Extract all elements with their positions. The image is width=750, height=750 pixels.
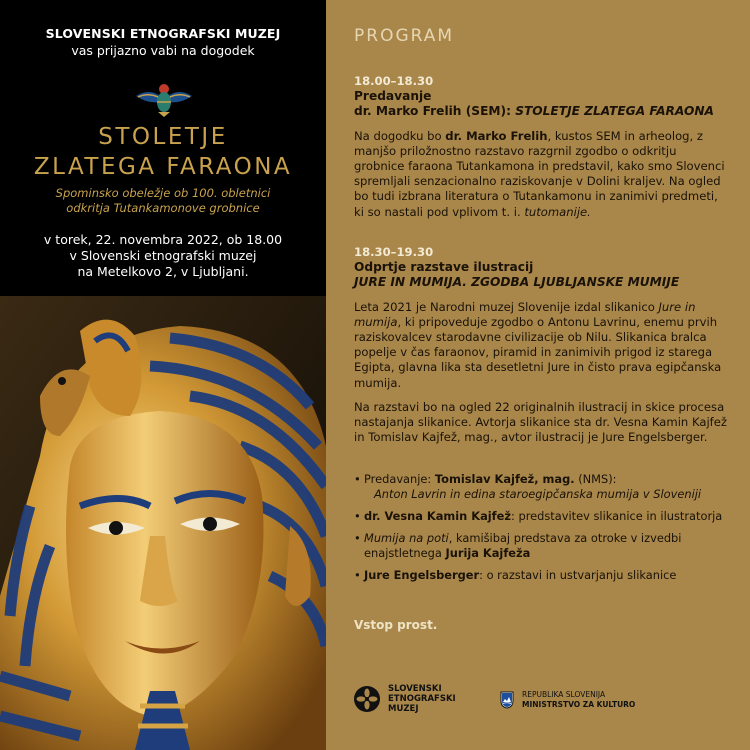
list-item bbox=[354, 568, 734, 583]
sem-line-1: SLOVENSKI bbox=[388, 684, 442, 694]
coat-of-arms-icon bbox=[500, 691, 514, 709]
event-2-description bbox=[354, 300, 729, 391]
bullet-3-c: , kamišibaj predstava za otroke v izvedbi enajstletnega bbox=[364, 531, 682, 560]
free-entry: Vstop prost. bbox=[354, 618, 438, 632]
title-line-2: ZLATEGA FARAONA bbox=[33, 154, 293, 180]
event-2-desc-b: , ki pripoveduje zgodbo o Antonu Lavrinu, enemu prvih raziskovalcev starodavne civilizacije ob Nilu. Slikanica bralca popelje v čas faraonov, piramid in zanimivih prigod iz starega Egipta, glavna lika sta desetletni Jure in čisto prava egipčanska mumija. bbox=[354, 314, 722, 390]
sem-line-3: MUZEJ bbox=[388, 704, 419, 714]
ministry-line-2: MINISTRSTVO ZA KULTURO bbox=[522, 699, 636, 709]
sem-line-2: ETNOGRAFSKI bbox=[388, 694, 456, 704]
bullet-3-a: Mumija na poti bbox=[364, 531, 449, 545]
main-title bbox=[0, 122, 326, 182]
scarab-icon bbox=[134, 82, 194, 118]
invite-line: vas prijazno vabi na dogodek bbox=[71, 43, 255, 58]
event-1-time: 18.00–18.30 bbox=[354, 74, 434, 88]
when-line-3: na Metelkovo 2, v Ljubljani. bbox=[77, 264, 249, 279]
event-2-title: JURE IN MUMIJA. ZGODBA LJUBLJANSKE MUMIJE bbox=[354, 275, 680, 290]
program-panel bbox=[326, 0, 750, 750]
event-2-exhibition-text: Na razstavi bo na ogled 22 originalnih ilustracij in skice procesa nastajanja slikanice. Avtorja slikanice sta dr. Vesna Kamin Kajfež in Tomislav Kajfež, mag., avtor ilustracij je Jure Engelsberger. bbox=[354, 399, 727, 445]
ministry-logo-text bbox=[522, 690, 635, 709]
museum-name: SLOVENSKI ETNOGRAFSKI MUZEJ bbox=[45, 26, 281, 41]
event-2-type: Odprtje razstave ilustracij bbox=[354, 260, 534, 275]
bullet-1-c: (NMS): bbox=[574, 472, 617, 486]
left-panel bbox=[0, 0, 326, 750]
sem-logo bbox=[354, 684, 456, 714]
bullet-1-a: Predavanje: bbox=[364, 472, 435, 486]
event-1-speaker: dr. Marko Frelih (SEM): bbox=[354, 104, 516, 119]
subtitle-line-2: odkritja Tutankamonove grobnice bbox=[66, 201, 260, 215]
event-2-desc-a: Leta 2021 je Narodni muzej Slovenije izdal slikanico bbox=[354, 299, 659, 314]
bullet-2-b: dr. Vesna Kamin Kajfež bbox=[364, 509, 511, 523]
event-1-desc-term: tutomanije. bbox=[524, 204, 591, 219]
bullet-2-c: : predstavitev slikanice in ilustratorja bbox=[511, 509, 723, 523]
golden-mask-image bbox=[0, 296, 326, 750]
bullet-1-b: Tomislav Kajfež, mag. bbox=[434, 472, 575, 486]
title-line-1: STOLETJE bbox=[98, 124, 228, 150]
event-1-type: Predavanje bbox=[354, 89, 432, 104]
event-2-heading bbox=[354, 275, 729, 290]
list-item bbox=[354, 509, 734, 524]
event-2-desc-book: Jure in mumija bbox=[354, 299, 696, 329]
program-bullet-list bbox=[354, 472, 734, 590]
subtitle bbox=[0, 186, 326, 216]
list-item bbox=[354, 472, 734, 502]
event-1-description bbox=[354, 129, 729, 220]
when-line-2: v Slovenski etnografski muzej bbox=[69, 248, 257, 263]
sem-logo-text bbox=[388, 684, 456, 714]
event-2-time: 18.30–19.30 bbox=[354, 245, 434, 259]
subtitle-line-1: Spominsko obeležje ob 100. obletnici bbox=[55, 186, 271, 200]
event-details bbox=[0, 232, 326, 280]
bullet-4-b: Jure Engelsberger bbox=[364, 568, 480, 582]
event-1-heading bbox=[354, 104, 729, 119]
event-1 bbox=[354, 74, 729, 220]
bullet-1-d: Anton Lavrin in edina staroegipčanska mumija v Sloveniji bbox=[374, 487, 702, 501]
list-item bbox=[354, 531, 734, 561]
ministry-line-1: REPUBLIKA SLOVENIJA bbox=[522, 690, 606, 699]
event-1-desc-a: Na dogodku bo bbox=[354, 128, 446, 143]
bullet-4-c: : o razstavi in ustvarjanju slikanice bbox=[479, 568, 677, 582]
ministry-logo bbox=[500, 690, 635, 709]
program-heading: PROGRAM bbox=[354, 26, 455, 46]
event-2 bbox=[354, 245, 729, 445]
event-1-title: STOLETJE ZLATEGA FARAONA bbox=[515, 104, 714, 119]
sem-flower-icon bbox=[354, 686, 380, 712]
event-1-desc-name: dr. Marko Frelih bbox=[445, 128, 548, 143]
event-1-desc-b: , kustos SEM in arheolog, z manjšo priložnostno razstavo razgrnil zgodbo o odkritju grobnice faraona Tutankamona in predstavil, kako smo Slovenci spremljali senzacionalno raziskovanje v Dolini kraljev. Na ogled bo tudi izbrana literatura o Tutankamonu in zanimivi predmeti, ki so nastali pod vplivom t. i. bbox=[354, 128, 725, 219]
bullet-3-d: Jurija Kajfeža bbox=[445, 546, 531, 560]
when-line-1: v torek, 22. novembra 2022, ob 18.00 bbox=[43, 232, 283, 247]
